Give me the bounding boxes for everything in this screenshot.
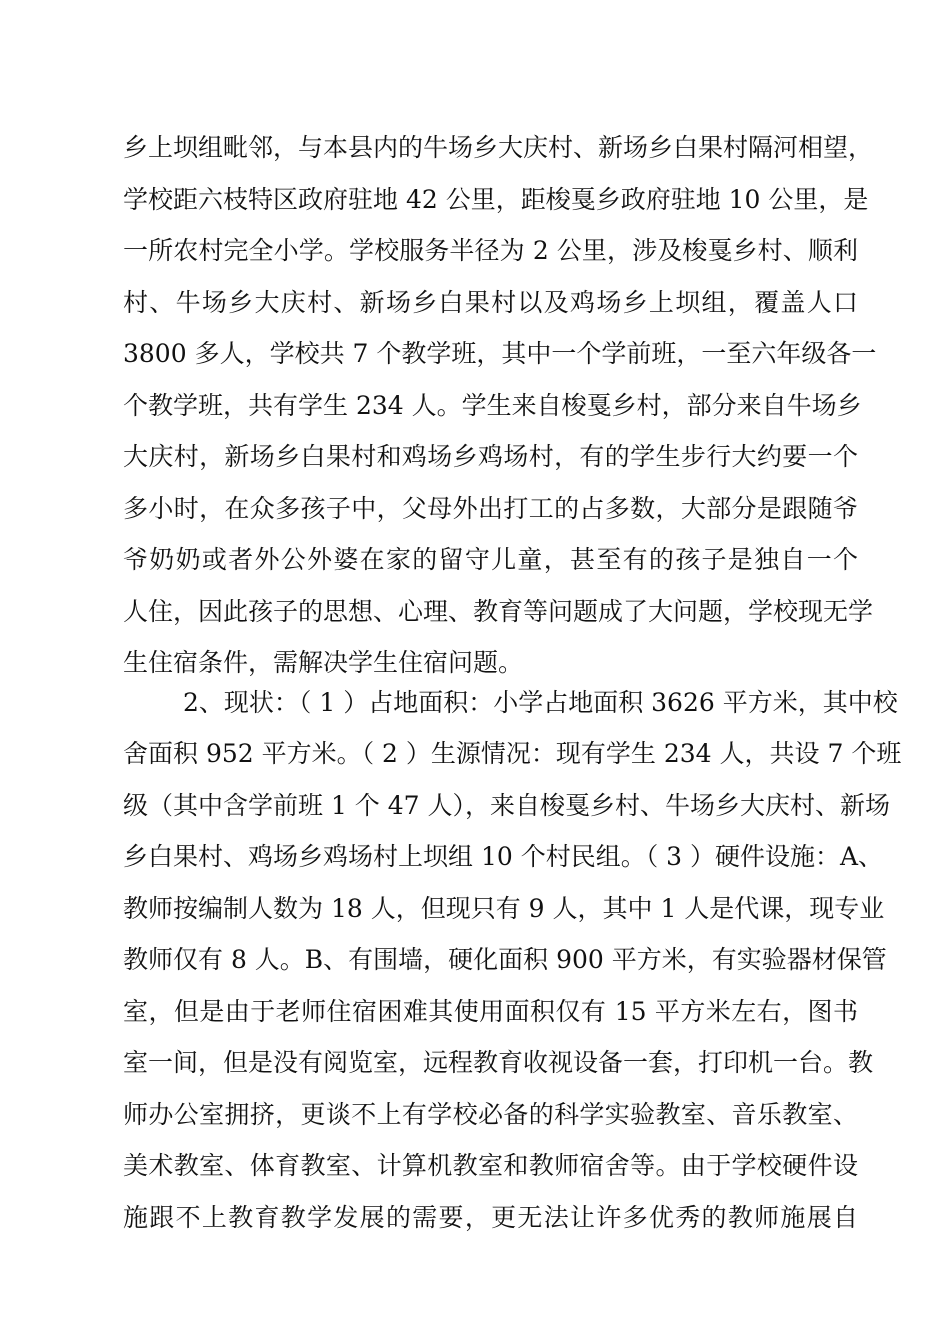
text-line: 多小时，在众多孩子中，父母外出打工的占多数，大部分是跟随爷 bbox=[123, 494, 858, 523]
text-line: 教师仅有 8 人。B、有围墙，硬化面积 900 平方米，有实验器材保管 bbox=[123, 945, 887, 974]
text-line: 乡白果村、鸡场乡鸡场村上坝组 10 个村民组。（ 3 ）硬件设施：A、 bbox=[123, 842, 884, 871]
text-line: 级（其中含学前班 1 个 47 人），来自梭戛乡村、牛场乡大庆村、新场 bbox=[123, 791, 891, 820]
text-line: 一所农村完全小学。学校服务半径为 2 公里，涉及梭戛乡村、顺利 bbox=[123, 236, 858, 265]
text-line: 3800 多人，学校共 7 个教学班，其中一个学前班，一至六年级各一 bbox=[123, 339, 877, 368]
text-line: 学校距六枝特区政府驻地 42 公里，距梭戛乡政府驻地 10 公里，是 bbox=[123, 185, 869, 214]
text-line: 人住，因此孩子的思想、心理、教育等问题成了大问题，学校现无学 bbox=[123, 597, 874, 626]
text-line: 2、现状：（ 1 ）占地面积：小学占地面积 3626 平方米，其中校 bbox=[183, 688, 898, 717]
text-line: 爷奶奶或者外公外婆在家的留守儿童，甚至有的孩子是独自一个 bbox=[123, 545, 858, 574]
text-line: 村、牛场乡大庆村、新场乡白果村以及鸡场乡上坝组，覆盖人口 bbox=[123, 288, 858, 317]
text-line: 室，但是由于老师住宿困难其使用面积仅有 15 平方米左右，图书 bbox=[123, 997, 858, 1026]
text-line: 个教学班，共有学生 234 人。学生来自梭戛乡村，部分来自牛场乡 bbox=[123, 391, 862, 420]
text-line: 乡上坝组毗邻，与本县内的牛场乡大庆村、新场乡白果村隔河相望， bbox=[123, 133, 874, 162]
text-line: 舍面积 952 平方米。（ 2 ）生源情况：现有学生 234 人，共设 7 个班 bbox=[123, 739, 902, 768]
text-line: 生住宿条件，需解决学生住宿问题。 bbox=[123, 648, 524, 677]
text-line: 施跟不上教育教学发展的需要，更无法让许多优秀的教师施展自 bbox=[123, 1203, 858, 1232]
text-line: 大庆村，新场乡白果村和鸡场乡鸡场村，有的学生步行大约要一个 bbox=[123, 442, 858, 471]
text-line: 师办公室拥挤，更谈不上有学校必备的科学实验教室、音乐教室、 bbox=[123, 1100, 858, 1129]
text-line: 教师按编制人数为 18 人，但现只有 9 人，其中 1 人是代课，现专业 bbox=[123, 894, 885, 923]
text-line: 室一间，但是没有阅览室，远程教育收视设备一套，打印机一台。教 bbox=[123, 1048, 874, 1077]
text-line: 美术教室、体育教室、计算机教室和教师宿舍等。由于学校硬件设 bbox=[123, 1151, 858, 1180]
